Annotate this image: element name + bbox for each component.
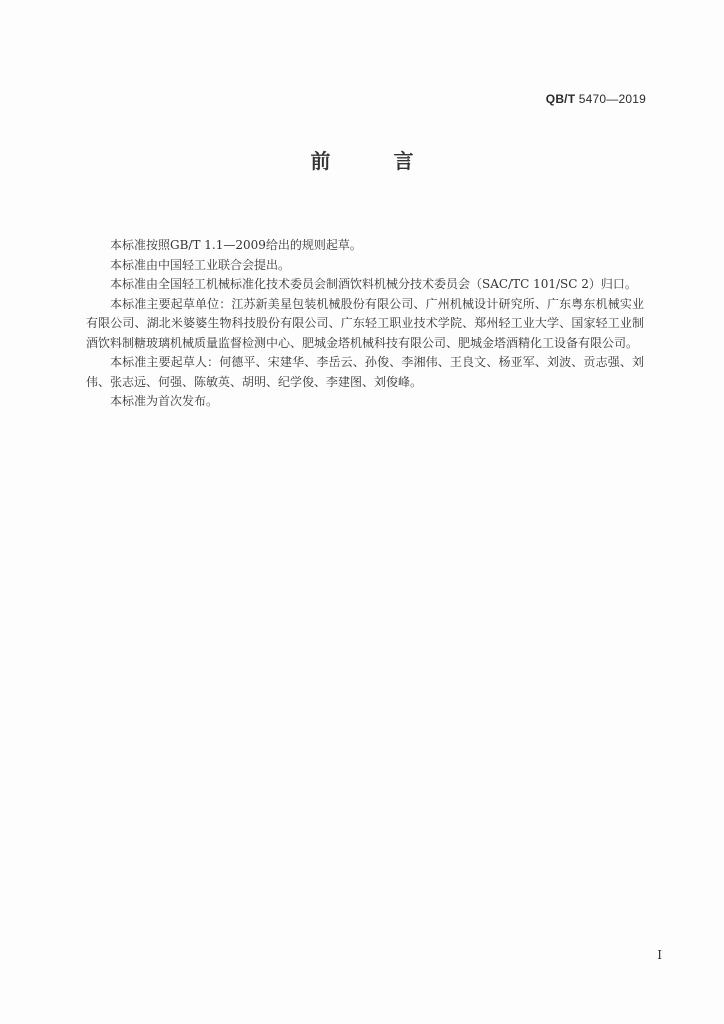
- paragraph-first-release: 本标准为首次发布。: [110, 394, 219, 408]
- standard-code: [546, 92, 646, 106]
- paragraph-drafting-units: 本标准主要起草单位：江苏新美星包装机械股份有限公司、广州机械设计研究所、广东粤东机械实业有限公司、湖北米婆婆生物科技股份有限公司、广东轻工职业技术学院、郑州轻工业大学、国家轻工业制酒饮料制糖玻璃机械质量监督检测中心、肥城金塔机械科技有限公司、肥城金塔酒精化工设备有限公司。: [86, 296, 644, 350]
- page-title: 前 言: [310, 149, 442, 173]
- paragraph-drafters: 本标准主要起草人：何德平、宋建华、李岳云、孙俊、李湘伟、王良文、杨亚军、刘波、贡志强、刘伟、张志远、何强、陈敏英、胡明、纪学俊、李建图、刘俊峰。: [86, 355, 644, 389]
- foreword-body: [86, 236, 644, 412]
- standard-prefix: QB/T: [545, 92, 576, 106]
- standard-number: 5470—2019: [578, 92, 646, 106]
- paragraph-drafting-rules: 本标准按照GB/T 1.1—2009给出的规则起草。: [110, 238, 362, 252]
- paragraph-proposer: 本标准由中国轻工业联合会提出。: [110, 257, 291, 272]
- paragraph-committee: 本标准由全国轻工机械标准化技术委员会制酒饮料机械分技术委员会（SAC/TC 101/SC 2）归口。: [110, 277, 637, 291]
- page-number: I: [657, 948, 662, 962]
